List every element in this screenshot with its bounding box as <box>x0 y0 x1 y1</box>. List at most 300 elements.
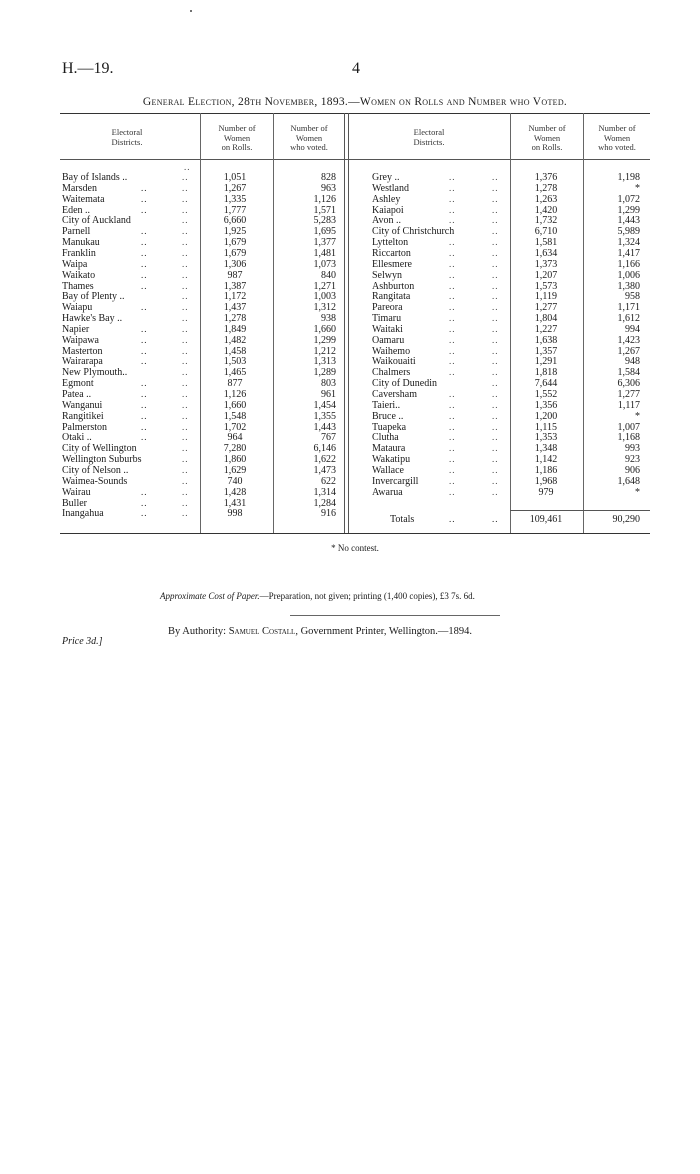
printer-name: Samuel Costall <box>228 626 296 637</box>
women-on-rolls: 1,428 <box>223 486 247 498</box>
district-name: Selwyn <box>372 269 402 281</box>
women-voted: 1,660 <box>313 323 336 335</box>
district-name: City of Dunedin <box>372 378 437 390</box>
district-name: Riccarton <box>372 247 411 259</box>
authority-prefix: By Authority: <box>168 626 229 637</box>
women-on-rolls: 1,335 <box>223 193 247 205</box>
totals-label: Totals <box>390 514 415 525</box>
women-on-rolls: 1,679 <box>223 237 247 249</box>
district-name: Patea .. <box>62 389 92 400</box>
leader-dots: .. <box>449 410 456 421</box>
cost-label: Approximate Cost of Paper. <box>160 591 260 601</box>
district-name: Westland <box>372 182 409 194</box>
table-row <box>0 454 700 465</box>
women-on-rolls: 1,777 <box>223 204 247 216</box>
footnote: * No contest. <box>331 543 379 553</box>
table-row <box>0 215 700 226</box>
women-on-rolls: 740 <box>227 475 243 487</box>
totals-row <box>0 514 700 526</box>
women-on-rolls: 1,348 <box>534 443 558 455</box>
leader-dots: .. <box>182 432 189 443</box>
table-row <box>0 346 700 357</box>
women-on-rolls: 1,552 <box>534 389 558 400</box>
table-row <box>0 400 700 411</box>
table-row <box>0 313 700 324</box>
women-on-rolls: 1,227 <box>534 323 558 335</box>
leader-dots: .. <box>182 410 189 421</box>
col-head-voted-left: Number of Women who voted. <box>290 123 328 152</box>
leader-dots: .. <box>141 389 148 399</box>
district-name: Invercargill <box>372 475 419 487</box>
leader-dots: .. <box>492 226 499 237</box>
women-on-rolls: 1,431 <box>223 497 247 509</box>
table-row <box>0 226 700 237</box>
district-name: Waikouaiti <box>372 356 416 368</box>
table-row <box>0 356 700 367</box>
leader-dots: .. <box>492 356 499 367</box>
leader-dots: .. <box>492 475 499 486</box>
table-row <box>0 367 700 378</box>
district-name: Lyttelton <box>372 237 409 249</box>
table-row <box>0 205 700 216</box>
table-row <box>0 389 700 400</box>
women-on-rolls: 1,968 <box>534 475 558 487</box>
district-name: Wanganui <box>62 399 103 411</box>
women-voted: 1,168 <box>617 432 640 444</box>
district-name: Napier <box>62 323 90 335</box>
leader-dots: .. <box>182 204 189 215</box>
women-on-rolls: 1,207 <box>534 269 558 281</box>
leader-dots: .. <box>182 269 189 280</box>
women-voted: 938 <box>321 313 336 325</box>
district-name: Palmerston <box>62 421 107 433</box>
leader-dots: .. <box>141 193 148 204</box>
women-voted: 1,073 <box>313 258 336 270</box>
leader-dots: .. <box>182 291 189 302</box>
leader-dots: .. <box>492 443 499 454</box>
women-on-rolls: 1,702 <box>223 421 247 433</box>
leader-dots: .. <box>182 334 189 345</box>
women-on-rolls: 1,267 <box>223 182 247 194</box>
women-on-rolls: 1,291 <box>534 356 558 368</box>
leader-dots: .. <box>182 454 189 465</box>
leader-dots: .. <box>141 486 148 497</box>
leader-dots: .. <box>449 432 456 443</box>
leader-dots: .. <box>449 269 456 280</box>
women-voted: 1,271 <box>313 280 336 292</box>
district-name: Caversham <box>372 389 417 400</box>
leader-dots: .. <box>141 334 148 345</box>
women-on-rolls: 1,051 <box>223 172 247 183</box>
women-on-rolls: 1,732 <box>534 215 558 227</box>
leader-dots: .. <box>141 508 148 519</box>
table-row <box>0 302 700 313</box>
leader-dots: .. <box>182 172 189 182</box>
leader-dots: .. <box>449 172 456 182</box>
district-name: Thames <box>62 280 94 292</box>
table-top-rule <box>60 113 650 114</box>
women-on-rolls: 964 <box>227 432 243 444</box>
leader-dots: .. <box>449 237 456 248</box>
women-voted: 6,146 <box>313 443 336 455</box>
women-on-rolls: 1,172 <box>223 291 247 303</box>
col-head-rolls-right: Number of Women on Rolls. <box>528 123 566 152</box>
women-on-rolls: 1,849 <box>223 323 247 335</box>
district-name: Waipawa <box>62 334 99 346</box>
col-head-voted-right: Number of Women who voted. <box>598 123 636 152</box>
table-row <box>0 172 700 183</box>
women-on-rolls: 1,503 <box>223 356 247 368</box>
women-voted: 1,072 <box>617 193 640 205</box>
table-row <box>0 432 700 443</box>
women-voted: 1,473 <box>313 464 336 476</box>
district-name: Bay of Plenty .. <box>62 291 125 303</box>
leader-dots: .. <box>141 421 148 432</box>
district-name: City of Christchurch <box>372 226 455 238</box>
women-voted: 958 <box>625 291 640 303</box>
ink-speck <box>190 10 192 12</box>
district-name: City of Wellington <box>62 443 137 455</box>
women-voted: 993 <box>625 443 640 455</box>
leader-dots: .. <box>182 215 189 226</box>
table-row <box>0 378 700 389</box>
women-voted: * <box>635 410 640 422</box>
col-head-districts-left: Electoral Districts. <box>111 127 143 147</box>
women-voted: 1,612 <box>617 313 640 325</box>
table-title: General Election, 28th November, 1893.—Women on Rolls and Number who Voted. <box>142 96 568 108</box>
district-name: Timaru <box>372 313 402 325</box>
leader-dots: .. <box>492 486 499 497</box>
women-voted: 963 <box>321 182 336 194</box>
women-on-rolls: 1,638 <box>534 334 558 346</box>
leader-dots: .. <box>182 258 189 269</box>
women-voted: 1,313 <box>313 356 336 368</box>
leader-dots: .. <box>182 193 189 204</box>
leader-dots: .. <box>141 378 148 389</box>
leader-dots: .. <box>449 247 456 258</box>
leader-dots: .. <box>182 237 189 248</box>
totals-voted: 90,290 <box>612 514 640 525</box>
women-on-rolls: 1,634 <box>534 247 558 259</box>
leader-dots: .. <box>449 313 456 324</box>
women-voted: 1,117 <box>617 399 640 411</box>
women-on-rolls: 1,278 <box>534 182 558 194</box>
leader-dots: .. <box>449 258 456 269</box>
women-on-rolls: 1,860 <box>223 454 247 466</box>
document-code: H.—19. <box>62 60 114 77</box>
table-row <box>0 324 700 335</box>
leader-dots: .. <box>492 345 499 356</box>
leader-dots: .. <box>492 389 499 399</box>
leader-dots: .. <box>141 497 148 508</box>
women-voted: 1,212 <box>313 345 336 357</box>
leader-dots: .. <box>141 280 148 291</box>
women-on-rolls: 1,629 <box>223 464 247 476</box>
leader-dots: .. <box>141 182 148 193</box>
women-on-rolls: 1,387 <box>223 280 247 292</box>
leader-dots: .. <box>141 269 148 280</box>
district-name: Egmont <box>62 378 94 390</box>
leader-dots: .. <box>492 215 499 226</box>
women-voted: 1,324 <box>617 237 640 249</box>
women-voted: 840 <box>321 269 336 281</box>
women-voted: 1,648 <box>617 475 640 487</box>
leader-dots: .. <box>492 432 499 443</box>
leader-dots: .. <box>182 443 189 454</box>
leader-dots: .. <box>492 367 499 378</box>
district-name: Clutha <box>372 432 399 444</box>
district-name: Grey .. <box>372 172 400 183</box>
women-voted: * <box>635 182 640 194</box>
leader-dots: .. <box>492 247 499 258</box>
table-row <box>0 194 700 205</box>
leader-dots: .. <box>182 399 189 410</box>
district-name: Wairarapa <box>62 356 103 368</box>
leader-dots: .. <box>492 182 499 193</box>
district-name: Kaiapoi <box>372 204 404 216</box>
women-voted: 1,355 <box>313 410 336 422</box>
women-on-rolls: 1,581 <box>534 237 558 249</box>
leader-dots: .. <box>141 226 148 237</box>
women-on-rolls: 877 <box>227 378 243 390</box>
women-voted: 1,277 <box>617 389 640 400</box>
district-name: Mataura <box>372 443 406 455</box>
leader-dots: .. <box>492 280 499 291</box>
women-voted: 1,584 <box>617 367 640 379</box>
women-on-rolls: 1,263 <box>534 193 558 205</box>
district-name: City of Auckland <box>62 215 131 227</box>
table-row <box>0 270 700 281</box>
district-name: City of Nelson .. <box>62 464 129 476</box>
district-name: Avon .. <box>372 215 401 227</box>
women-voted: 1,314 <box>313 486 336 498</box>
page-number: 4 <box>352 60 360 77</box>
leader-dots: .. <box>492 334 499 345</box>
leader-dots: .. <box>182 421 189 432</box>
district-name: Hawke's Bay .. <box>62 313 123 325</box>
women-voted: 923 <box>625 454 640 466</box>
women-voted: 1,423 <box>617 334 640 346</box>
women-voted: 1,126 <box>313 193 336 205</box>
leader-dots: .. <box>492 378 499 389</box>
women-voted: 1,571 <box>313 204 336 216</box>
leader-dots: .. <box>449 280 456 291</box>
women-on-rolls: 1,306 <box>223 258 247 270</box>
women-on-rolls: 1,660 <box>223 399 247 411</box>
district-name: Manukau <box>62 237 100 249</box>
leader-dots: .. <box>449 204 456 215</box>
women-voted: 828 <box>321 172 336 183</box>
women-on-rolls: 1,804 <box>534 313 558 325</box>
women-voted: 1,622 <box>313 454 336 466</box>
district-name: Marsden <box>62 182 97 194</box>
leader-dots: .. <box>449 291 456 302</box>
leader-dots: .. <box>141 356 148 367</box>
women-voted: 906 <box>625 464 640 476</box>
leader-dots: .. <box>449 389 456 399</box>
women-on-rolls: 1,278 <box>223 313 247 325</box>
leader-dots: .. <box>141 345 148 356</box>
women-voted: 622 <box>321 475 336 487</box>
leader-dots: .. <box>449 356 456 367</box>
totals-rule <box>510 510 650 511</box>
leader-dots: .. <box>182 464 189 475</box>
women-on-rolls: 998 <box>227 508 243 520</box>
leader-dots: .. <box>141 237 148 248</box>
women-voted: 948 <box>625 356 640 368</box>
women-voted: * <box>635 486 640 498</box>
women-on-rolls: 6,660 <box>223 215 247 227</box>
leader-dots: .. <box>449 486 456 497</box>
women-on-rolls: 1,200 <box>534 410 558 422</box>
leader-dots: .. <box>182 345 189 356</box>
leader-dots: .. <box>141 432 148 443</box>
district-name: Inangahua <box>62 508 104 520</box>
table-row <box>0 443 700 454</box>
district-name: Wellington Suburbs <box>62 454 142 466</box>
leader-dots: .. <box>141 258 148 269</box>
table-row <box>0 498 700 509</box>
col-head-districts-right: Electoral Districts. <box>413 127 445 147</box>
leader-dots: .. <box>182 280 189 291</box>
women-on-rolls: 1,818 <box>534 367 558 379</box>
women-on-rolls: 1,142 <box>534 454 558 466</box>
leader-dots: .. <box>182 356 189 367</box>
women-on-rolls: 1,353 <box>534 432 558 444</box>
printer-authority <box>168 626 472 637</box>
cost-text: —Preparation, not given; printing (1,400 copies), £3 7s. 6d. <box>259 591 475 601</box>
women-voted: 1,299 <box>313 334 336 346</box>
totals-rolls: 109,461 <box>529 514 563 525</box>
leader-dots: .. <box>141 399 148 410</box>
leader-dots: .. <box>182 508 189 519</box>
women-voted: 6,306 <box>617 378 640 390</box>
table-row <box>0 487 700 498</box>
women-voted: 1,417 <box>617 247 640 259</box>
district-name: Waiapu <box>62 302 93 314</box>
women-voted: 1,454 <box>313 399 336 411</box>
women-voted: 5,989 <box>617 226 640 238</box>
leader-dots: .. <box>492 454 499 465</box>
women-on-rolls: 1,420 <box>534 204 558 216</box>
leader-dots: .. <box>449 334 456 345</box>
leader-dots: .. <box>449 182 456 193</box>
district-name: Eden .. <box>62 204 91 216</box>
women-voted: 1,267 <box>617 345 640 357</box>
leader-dots: .. <box>141 323 148 334</box>
leader-dots: .. <box>182 323 189 334</box>
leader-dots: .. <box>449 302 456 313</box>
district-name: Chalmers <box>372 367 411 379</box>
leader-dots: .. <box>182 497 189 508</box>
table-row <box>0 183 700 194</box>
authority-suffix: , Government Printer, Wellington.—1894. <box>295 626 473 637</box>
leader-dots: .. <box>492 464 499 475</box>
leader-dots: .. <box>182 378 189 389</box>
women-on-rolls: 1,119 <box>534 291 558 303</box>
district-name: Tuapeka <box>372 421 407 433</box>
leader-dots: .. <box>449 399 456 410</box>
women-voted: 1,171 <box>617 302 640 314</box>
women-voted: 994 <box>625 323 640 335</box>
leader-dots: .. <box>449 475 456 486</box>
district-name: Bruce .. <box>372 410 404 422</box>
women-voted: 1,006 <box>617 269 640 281</box>
women-voted: 1,443 <box>617 215 640 227</box>
district-name: Waipa <box>62 258 88 270</box>
women-on-rolls: 7,644 <box>534 378 558 390</box>
leader-dots: .. <box>182 247 189 258</box>
women-voted: 1,380 <box>617 280 640 292</box>
leader-dots: .. <box>492 237 499 248</box>
women-voted: 1,284 <box>313 497 336 509</box>
leader-dots: .. <box>492 193 499 204</box>
district-name: Rangitata <box>372 291 411 303</box>
women-on-rolls: 1,482 <box>223 334 247 346</box>
women-voted: 1,166 <box>617 258 640 270</box>
women-on-rolls: 1,277 <box>534 302 558 314</box>
leader-dots: .. <box>182 486 189 497</box>
women-on-rolls: 1,376 <box>534 172 558 183</box>
leader-dots: .. <box>182 226 189 237</box>
women-on-rolls: 7,280 <box>223 443 247 455</box>
district-name: New Plymouth.. <box>62 367 128 379</box>
table-row <box>0 248 700 259</box>
women-on-rolls: 1,356 <box>534 399 558 411</box>
leader-dots: .. <box>449 454 456 465</box>
table-row <box>0 335 700 346</box>
district-name: Pareora <box>372 302 403 314</box>
leader-dots: .. <box>492 269 499 280</box>
leader-dots: .. <box>492 258 499 269</box>
district-name: Wallace <box>372 464 404 476</box>
district-name: Parnell <box>62 226 91 238</box>
district-name: Waitemata <box>62 193 105 205</box>
women-voted: 916 <box>321 508 336 520</box>
district-name: Waikato <box>62 269 96 281</box>
leader-dots: .. <box>449 323 456 334</box>
district-name: Buller <box>62 497 87 509</box>
table-row <box>0 422 700 433</box>
women-on-rolls: 1,465 <box>223 367 247 379</box>
women-on-rolls: 1,458 <box>223 345 247 357</box>
district-name: Awarua <box>372 486 403 498</box>
district-name: Waitaki <box>372 323 403 335</box>
table-row <box>0 281 700 292</box>
leader-dots: .. <box>492 313 499 324</box>
leader-dots: .. <box>492 302 499 313</box>
cost-of-paper <box>160 591 475 601</box>
leader-dots: .. <box>449 421 456 432</box>
leader-dots: .. <box>184 162 191 172</box>
district-name: Oamaru <box>372 334 405 346</box>
leader-dots: .. <box>449 215 456 226</box>
district-name: Ashburton <box>372 280 415 292</box>
women-voted: 1,481 <box>313 247 336 259</box>
women-voted: 1,695 <box>313 226 336 238</box>
women-voted: 767 <box>321 432 336 444</box>
women-voted: 1,003 <box>313 291 336 303</box>
women-voted: 1,299 <box>617 204 640 216</box>
district-name: Franklin <box>62 247 96 259</box>
women-on-rolls: 1,437 <box>223 302 247 314</box>
col-head-rolls-left: Number of Women on Rolls. <box>218 123 256 152</box>
leader-dots: .. <box>492 204 499 215</box>
district-name: Wairau <box>62 486 91 498</box>
district-name: Masterton <box>62 345 103 357</box>
women-voted: 803 <box>321 378 336 390</box>
district-name: Waimea-Sounds <box>62 475 128 487</box>
